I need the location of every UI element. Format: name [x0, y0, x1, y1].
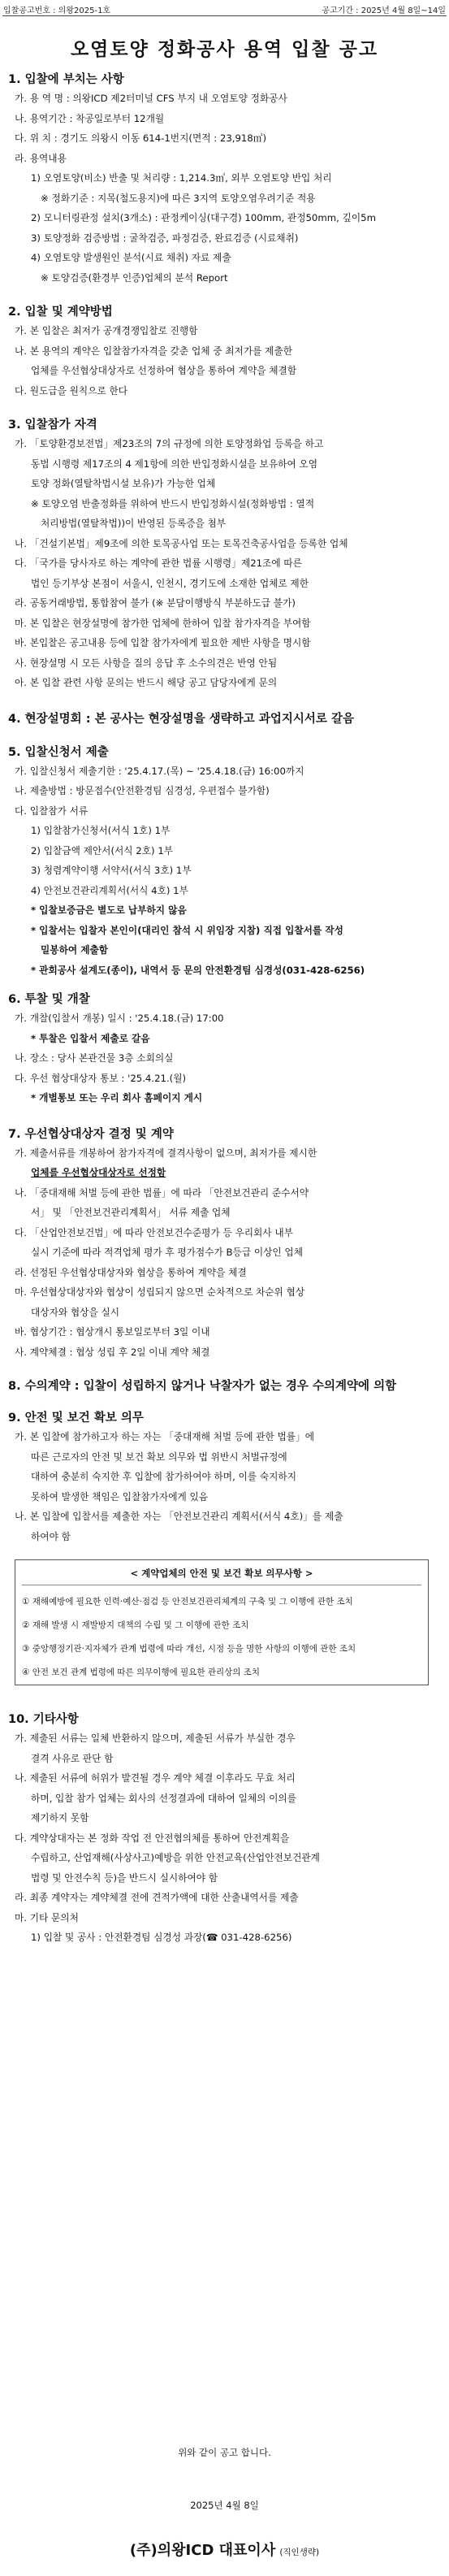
section-line: 1) 입찰참가신청서(서식 1호) 1부: [31, 825, 171, 836]
section-line: 서」 및 「안전보건관리계획서」 서류 제출 업체: [31, 1207, 231, 1218]
header-divider: [2, 15, 447, 16]
section-line: 다. 위 치 : 경기도 의왕시 이동 614-1번지(면적 : 23,918㎡): [15, 132, 267, 144]
section-line: 못하여 발생한 책임은 입찰참가자에게 있음: [31, 1490, 209, 1503]
section-line: 바. 본입찰은 공고내용 등에 입찰 참가자에게 필요한 제반 사항을 명시함: [15, 637, 311, 648]
section-line: 토양 정화(열탈착법시설 보유)가 가능한 업체: [31, 478, 216, 489]
section-heading: 8. 수의계약 : 입찰이 성립하지 않거나 낙찰자가 없는 경우 수의계약에 의함: [8, 1380, 397, 1393]
obligation-item: ④ 안전 보건 관계 법령에 따른 의무이행에 필요한 관리상의 조치: [22, 1667, 261, 1677]
section-line: 사. 계약체결 : 협상 성립 후 2일 이내 계약 체결: [15, 1346, 210, 1358]
section-line: 가. 제출된 서류는 일체 반환하지 않으며, 제출된 서류가 부실한 경우: [15, 1733, 296, 1744]
section-line: ※ 정화기준 : 지목(철도용지)에 따른 3지역 토양오염우려기준 적용: [41, 192, 316, 204]
section-line: 3) 청렴계약이행 서약서(서식 3호) 1부: [31, 865, 192, 876]
section-line: 2) 모니터링관정 설치(3개소) : 관정케이싱(대구경) 100mm, 관정50mm, 깊이5m: [31, 212, 376, 223]
section-line: 나. 「건설기본법」제9조에 의한 토목공사업 또는 토목건축공사업을 등록한 업체: [15, 537, 348, 549]
section-line: 수립하고, 산업재해(사상사고)예방을 위한 안전교육(산업안전보건관계: [31, 1852, 320, 1863]
section-heading: 7. 우선협상대상자 결정 및 계약: [8, 1127, 174, 1141]
closing-statement: 위와 같이 공고 합니다.: [178, 2447, 271, 2458]
section-line: 1) 오염토양(비소) 반출 및 처리량 : 1,214.3㎥, 외부 오염토양 반입 처리: [31, 172, 332, 184]
section-line: 나. 제출된 서류에 허위가 발견될 경우 계약 체결 이후라도 무효 처리: [15, 1772, 296, 1784]
section-line: * 관회공사 설계도(종이), 내역서 등 문의 안전환경팀 심경성(031-428-6256): [31, 964, 365, 976]
section-line: 마. 우선협상대상자와 협상이 성립되지 않으면 순차적으로 차순위 협상: [15, 1286, 305, 1298]
section-line: 4) 안전보건관리계획서(서식 4호) 1부: [31, 884, 188, 896]
obligation-box-title: < 계약업체의 안전 및 보건 확보 의무사항 >: [130, 1568, 313, 1579]
section-line: 1) 입찰 및 공사 : 안전환경팀 심경성 과장(☎ 031-428-6256): [31, 1932, 292, 1943]
section-line: 대상자와 협상을 실시: [31, 1306, 120, 1318]
section-line: * 개별통보 또는 우리 회사 홈페이지 게시: [31, 1092, 203, 1104]
notice-period: 공고기간 : 2025년 4월 8일~14일: [322, 7, 446, 15]
section-line: 3) 토양정화 검증방법 : 굴착검증, 파정검증, 완료검증 (시료채취): [31, 232, 299, 244]
obligation-item: ① 재해예방에 필요한 인력·예산·점검 등 안전보건관리체계의 구축 및 그 이행에 관한 조치: [22, 1597, 353, 1607]
section-line: * 투찰은 입찰서 제출로 갈음: [31, 1032, 150, 1044]
section-line: 나. 「중대재해 처벌 등에 관한 법률」에 따라 「안전보건관리 준수서약: [15, 1186, 309, 1199]
section-line: 업체를 우선협상대상자로 선정함: [31, 1167, 166, 1178]
section-line: 사. 현장설명 시 모든 사항을 질의 응답 후 소수의견은 반영 안됨: [15, 657, 278, 669]
seal-note: (직인생략): [279, 2548, 320, 2557]
section-heading: 1. 입찰에 부치는 사항: [8, 73, 124, 86]
section-heading: 5. 입찰신청서 제출: [8, 745, 109, 759]
section-line: 가. 입찰신청서 제출기한 : '25.4.17.(목) ~ '25.4.18.(금) 16:00까지: [15, 765, 304, 777]
section-line: 바. 협상기간 : 협상개시 통보일로부터 3일 이내: [15, 1326, 210, 1338]
section-heading: 2. 입찰 및 계약방법: [8, 306, 113, 319]
section-line: 라. 최종 계약자는 계약체결 전에 견적가액에 대한 산출내역서를 제출: [15, 1892, 299, 1903]
section-line: 라. 공동거래방법, 통합참여 불가 (※ 분담이행방식 부분하도급 불가): [15, 597, 296, 609]
section-line: 동법 시행령 제17조의 4 제1항에 의한 반입정화시설을 보유하여 오염: [31, 458, 318, 470]
section-line: 다. 「국가를 당사자로 하는 계약에 관한 법률 시행령」제21조에 따른: [15, 557, 302, 569]
section-line: 결격 사유로 판단 함: [31, 1752, 114, 1764]
page-title: 오염토양 정화공사 용역 입찰 공고: [70, 39, 379, 60]
section-line: 법령 및 안전수칙 등)을 반드시 실시하여야 함: [31, 1871, 218, 1884]
section-line: 처리방법(열탈착법))이 반영된 등록증을 첨부: [41, 518, 227, 529]
section-line: 마. 본 입찰은 현장설명에 참가한 업체에 한하여 입찰 참가자격을 부여함: [15, 617, 311, 629]
section-line: * 입찰서는 입찰자 본인이(대리인 참석 시 위임장 지참) 직접 입찰서를 작성: [31, 924, 343, 936]
section-line: 법인 등기부상 본점이 서울시, 인천시, 경기도에 소재한 업체로 제한: [31, 577, 309, 589]
section-line: 나. 본 용역의 계약은 입찰참가자격을 갖춘 업체 중 최저가를 제출한: [15, 345, 292, 357]
section-line: 가. 개찰(입찰서 개봉) 일시 : '25.4.18.(금) 17:00: [15, 1013, 224, 1024]
section-line: ※ 토양오염 반출정화를 위하여 반드시 반입정화시설(정화방법 : 열적: [31, 497, 315, 510]
section-line: 따른 근로자의 안전 및 보건 확보 의무와 법 위반시 처벌규정에: [31, 1451, 287, 1463]
section-line: ※ 토양검증(환경부 인증)업체의 분석 Report: [41, 271, 228, 284]
section-heading: 10. 기타사항: [8, 1713, 79, 1726]
notice-date: 2025년 4월 8일: [190, 2500, 259, 2511]
document-body-continued: [8, 1710, 438, 1948]
section-line: * 입찰보증금은 별도로 납부하지 않음: [31, 904, 187, 916]
section-line: 다. 우선 협상대상자 통보 : '25.4.21.(월): [15, 1072, 187, 1084]
section-line: 제기하지 못함: [31, 1812, 89, 1824]
section-heading: 3. 입찰참가 자격: [8, 418, 97, 432]
section-heading: 4. 현장설명회 : 본 공사는 현장설명을 생략하고 과업지시서로 갈음: [8, 712, 354, 726]
notice-number: 입찰공고번호 : 의왕2025-1호: [3, 7, 111, 15]
obligation-box: [15, 1559, 429, 1685]
section-line: 업체를 우선협상대상자로 선정하여 협상을 통하여 계약을 체결함: [31, 365, 297, 376]
section-line: 하며, 입찰 참가 업체는 회사의 선정결과에 대하여 일체의 이의를: [31, 1792, 296, 1804]
issuer-block: [0, 2539, 449, 2560]
section-line: 라. 용역내용: [15, 152, 67, 164]
section-line: 하여야 함: [31, 1530, 71, 1542]
section-line: 나. 제출방법 : 방문접수(안전환경팀 심경성, 우편접수 불가함): [15, 785, 270, 796]
section-line: 나. 본 입찰에 입찰서를 제출한 자는 「안전보건관리 계획서(서식 4호)」를 제출: [15, 1511, 343, 1522]
document-body: [8, 70, 438, 1546]
section-line: 다. 계약상대자는 본 정화 작업 전 안전협의체를 통하여 안전계획을: [15, 1832, 290, 1844]
section-line: 다. 원도급을 원칙으로 한다: [15, 384, 128, 397]
section-line: 가. 본 입찰은 최저가 공개경쟁입찰로 진행함: [15, 325, 198, 336]
section-line: 가. 「토양환경보전법」제23조의 7의 규정에 의한 토양정화업 등록을 하고: [15, 438, 324, 449]
section-heading: 9. 안전 및 보건 확보 의무: [8, 1412, 144, 1425]
section-line: 가. 용 역 명 : 의왕ICD 제2터미널 CFS 부지 내 오염토양 정화공사: [15, 93, 287, 104]
section-line: 아. 본 입찰 관련 사항 문의는 반드시 해당 공고 담당자에게 문의: [15, 677, 278, 688]
obligation-item: ② 재해 발생 시 재발방지 대책의 수립 및 그 이행에 관한 조치: [22, 1620, 249, 1630]
section-line: 대하여 충분히 숙지한 후 입찰에 참가하여야 하며, 이를 숙지하지: [31, 1471, 296, 1482]
section-line: 2) 입찰금액 제안서(서식 2호) 1부: [31, 844, 174, 856]
section-line: 나. 장소 : 당사 본관건물 3층 소회의실: [15, 1052, 174, 1064]
section-line: 마. 기타 문의처: [15, 1911, 79, 1923]
obligation-item: ③ 중앙행정기관·지자체가 관계 법령에 따라 개선, 시정 등을 명한 사항의 이행에 관한 조치: [22, 1644, 356, 1654]
section-line: 실시 기준에 따라 적격업체 평가 후 평가점수가 B등급 이상인 업체: [31, 1247, 303, 1258]
section-line: 라. 선정된 우선협상대상자와 협상을 통하여 계약을 체결: [15, 1266, 247, 1278]
section-heading: 6. 투찰 및 개찰: [8, 993, 90, 1006]
section-line: 나. 용역기간 : 착공일로부터 12개월: [15, 112, 165, 124]
issuer-name: (주)의왕ICD 대표이사: [129, 2542, 276, 2559]
section-line: 4) 오염토양 발생원인 분석(시료 채취) 자료 제출: [31, 252, 231, 263]
section-line: 밀봉하여 제출함: [41, 944, 109, 956]
section-line: 다. 입찰참가 서류: [15, 804, 89, 817]
section-line: 다. 「산업안전보건법」에 따라 안전보건수준평가 등 우리회사 내부: [15, 1226, 293, 1238]
section-line: 가. 본 입찰에 참가하고자 하는 자는 「중대재해 처벌 등에 관한 법률」에: [15, 1431, 315, 1442]
section-line: 가. 제출서류를 개봉하여 참가자격에 결격사항이 없으며, 최저가를 제시한: [15, 1147, 317, 1159]
